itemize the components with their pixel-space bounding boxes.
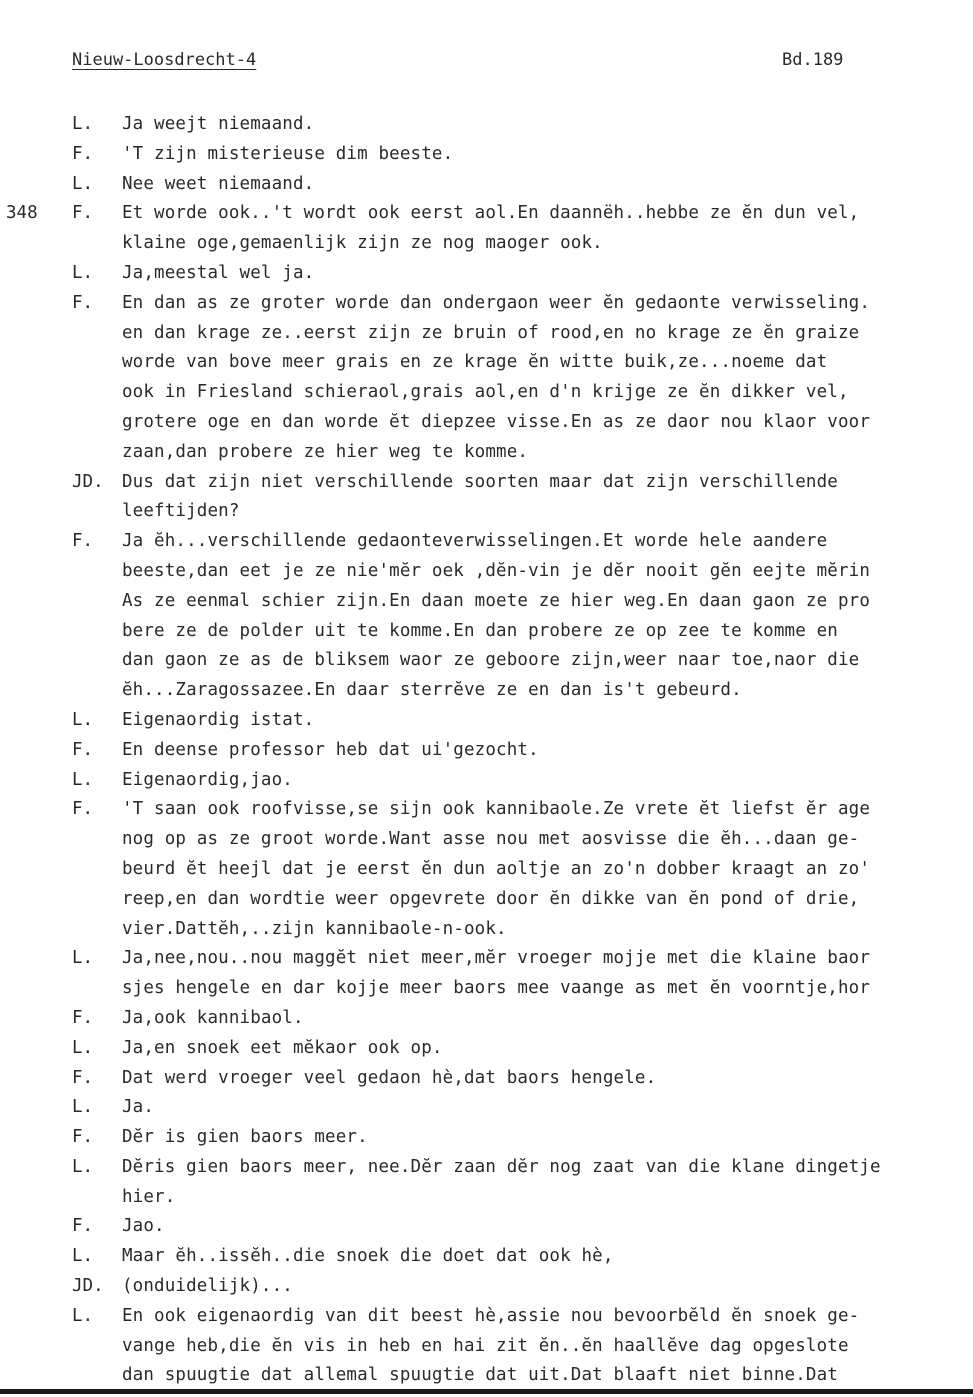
line-text: (onduidelijk)... — [122, 1276, 293, 1297]
transcript-line — [0, 855, 973, 885]
transcript-line — [0, 1332, 973, 1362]
line-text: En deense professor heb dat ui'gezocht. — [122, 739, 539, 760]
transcript-line — [0, 706, 973, 736]
transcript-line — [0, 527, 973, 557]
line-text: beurd ĕt heejl dat je eerst ĕn dun aoltje an zo'n dobber kraagt an zo' — [122, 858, 871, 879]
line-text: As ze eenmal schier zijn.En daan moete ze hier weg.En daan gaon ze pro — [122, 590, 871, 611]
line-text: dan gaon ze as de bliksem waor ze geboore zijn,weer naar toe,naor die — [122, 650, 860, 671]
transcript-line — [0, 468, 973, 498]
speaker-label: F. — [72, 292, 94, 313]
speaker-label: F. — [72, 799, 94, 820]
line-text: 'T zijn misterieuse dim beeste. — [122, 143, 454, 164]
line-text: Ja,ook kannibaol. — [122, 1007, 304, 1028]
transcript-line — [0, 915, 973, 945]
line-text: ĕh...Zaragossazee.En daar sterrĕve ze en dan is't gebeurd. — [122, 680, 742, 701]
transcript-line — [0, 438, 973, 468]
transcript-line — [0, 348, 973, 378]
transcript-line — [0, 1093, 973, 1123]
transcript-line — [0, 229, 973, 259]
line-text: Eigenaordig istat. — [122, 709, 315, 730]
transcript-line — [0, 1212, 973, 1242]
line-text: zaan,dan probere ze hier weg te komme. — [122, 441, 529, 462]
speaker-label: F. — [72, 1216, 94, 1237]
line-text: Ja,meestal wel ja. — [122, 262, 315, 283]
margin-note: 348 — [6, 203, 38, 224]
line-text: En dan as ze groter worde dan ondergaon weer ĕn gedaonte verwisseling. — [122, 292, 871, 313]
page-header — [72, 46, 973, 74]
line-text: beeste,dan eet je ze nie'mĕr oek ,dĕn-vin je dĕr nooit gĕn eejte mĕrin — [122, 560, 871, 581]
speaker-label: F. — [72, 739, 94, 760]
speaker-label: JD. — [72, 471, 104, 492]
transcript-line — [0, 408, 973, 438]
line-text: Eigenaordig,jao. — [122, 769, 293, 790]
transcript-line — [0, 1064, 973, 1094]
transcript-line — [0, 1123, 973, 1153]
transcript-line — [0, 497, 973, 527]
transcript-line — [0, 140, 973, 170]
transcript-line — [0, 617, 973, 647]
line-text: leeftijden? — [122, 501, 240, 522]
transcript-line — [0, 1004, 973, 1034]
line-text: hier. — [122, 1186, 176, 1207]
speaker-label: L. — [72, 1305, 94, 1326]
transcript-line — [0, 885, 973, 915]
line-text: en dan krage ze..eerst zijn ze bruin of rood,en no krage ze ĕn graize — [122, 322, 860, 343]
transcript-line — [0, 1153, 973, 1183]
transcript-line — [0, 944, 973, 974]
line-text: Ja,en snoek eet mĕkaor ook op. — [122, 1037, 443, 1058]
line-text: Nee weet niemaand. — [122, 173, 315, 194]
line-text: Jao. — [122, 1216, 165, 1237]
transcript-line — [0, 1361, 973, 1391]
transcript-line — [0, 766, 973, 796]
speaker-label: F. — [72, 531, 94, 552]
line-text: worde van bove meer grais en ze krage ĕn witte buik,ze...noeme dat — [122, 352, 828, 373]
transcript-line — [0, 557, 973, 587]
speaker-label: L. — [72, 1246, 94, 1267]
transcript-body — [0, 110, 973, 1391]
speaker-label: L. — [72, 114, 94, 134]
transcript-line — [0, 199, 973, 229]
transcript-line — [0, 378, 973, 408]
line-text: vange heb,die ĕn vis in heb en hai zit ĕn..ĕn haallĕve dag opgeslote — [122, 1335, 849, 1356]
speaker-label: JD. — [72, 1276, 104, 1297]
speaker-label: L. — [72, 948, 94, 969]
line-text: dan spuugtie dat allemal spuugtie dat uit.Dat blaaft niet binne.Dat — [122, 1365, 838, 1386]
speaker-label: L. — [72, 709, 94, 730]
speaker-label: F. — [72, 203, 94, 224]
line-text: bere ze de polder uit te komme.En dan probere ze op zee te komme en — [122, 620, 838, 641]
speaker-label: L. — [72, 1097, 94, 1118]
speaker-label: F. — [72, 143, 94, 164]
transcript-line — [0, 795, 973, 825]
line-text: Dĕris gien baors meer, nee.Dĕr zaan dĕr nog zaat van die klane dingetje — [122, 1156, 881, 1177]
line-text: 'T saan ook roofvisse,se sijn ook kannibaole.Ze vrete ĕt liefst ĕr age — [122, 799, 871, 820]
line-text: Ja,nee,nou..nou maggĕt niet meer,mĕr vroeger mojje met die klaine baor — [122, 948, 871, 969]
line-text: grotere oge en dan worde ĕt diepzee visse.En as ze daor nou klaor voor — [122, 411, 871, 432]
speaker-label: F. — [72, 1067, 94, 1088]
transcript-line — [0, 319, 973, 349]
transcript-line — [0, 646, 973, 676]
transcript-line — [0, 1272, 973, 1302]
line-text: Dus dat zijn niet verschillende soorten maar dat zijn verschillende — [122, 471, 838, 492]
line-text: Dĕr is gien baors meer. — [122, 1127, 368, 1148]
bottom-edge-rule — [0, 1389, 973, 1394]
transcript-line — [0, 825, 973, 855]
line-text: Ja. — [122, 1097, 155, 1118]
transcript-line — [0, 110, 973, 140]
line-text: klaine oge,gemaenlijk zijn ze nog maoger ook. — [122, 233, 603, 254]
speaker-label: F. — [72, 1007, 94, 1028]
line-text: vier.Dattĕh,..zijn kannibaole-n-ook. — [122, 918, 507, 939]
speaker-label: L. — [72, 769, 94, 790]
transcript-line — [0, 676, 973, 706]
speaker-label: L. — [72, 1037, 94, 1058]
line-text: nog op as ze groot worde.Want asse nou met aosvisse die ĕh...daan ge- — [122, 829, 860, 850]
transcript-line — [0, 259, 973, 289]
speaker-label: F. — [72, 1127, 94, 1148]
transcript-line — [0, 1302, 973, 1332]
speaker-label: L. — [72, 262, 94, 283]
transcript-line — [0, 736, 973, 766]
transcript-line — [0, 1183, 973, 1213]
line-text: Et worde ook..'t wordt ook eerst aol.En daannëh..hebbe ze ĕn dun vel, — [122, 203, 860, 224]
line-text: Dat werd vroeger veel gedaon hè,dat baors hengele. — [122, 1067, 657, 1088]
line-text: En ook eigenaordig van dit beest hè,assie nou bevoorbĕld ĕn snoek ge- — [122, 1305, 860, 1326]
transcript-line — [0, 1034, 973, 1064]
line-text: ook in Friesland schieraol,grais aol,en d'n krijge ze ĕn dikker vel, — [122, 382, 849, 403]
transcript-line — [0, 170, 973, 200]
line-text: Ja weejt niemaand. — [122, 114, 315, 134]
line-text: Maar ĕh..issĕh..die snoek die doet dat ook hè, — [122, 1246, 614, 1267]
line-text: sjes hengele en dar kojje meer baors mee vaange as met ĕn voorntje,hor — [122, 978, 871, 999]
transcript-line — [0, 974, 973, 1004]
speaker-label: L. — [72, 1156, 94, 1177]
transcript-line — [0, 1242, 973, 1272]
transcript-line — [0, 289, 973, 319]
transcript-line — [0, 587, 973, 617]
line-text: reep,en dan wordtie weer opgevrete door ĕn dikke van ĕn pond of drie, — [122, 888, 860, 909]
line-text: Ja ĕh...verschillende gedaonteverwisselingen.Et worde hele aandere — [122, 531, 828, 552]
document-title: Nieuw-Loosdrecht-4 — [72, 50, 257, 70]
page-reference: Bd.189 — [782, 50, 844, 70]
speaker-label: L. — [72, 173, 94, 194]
